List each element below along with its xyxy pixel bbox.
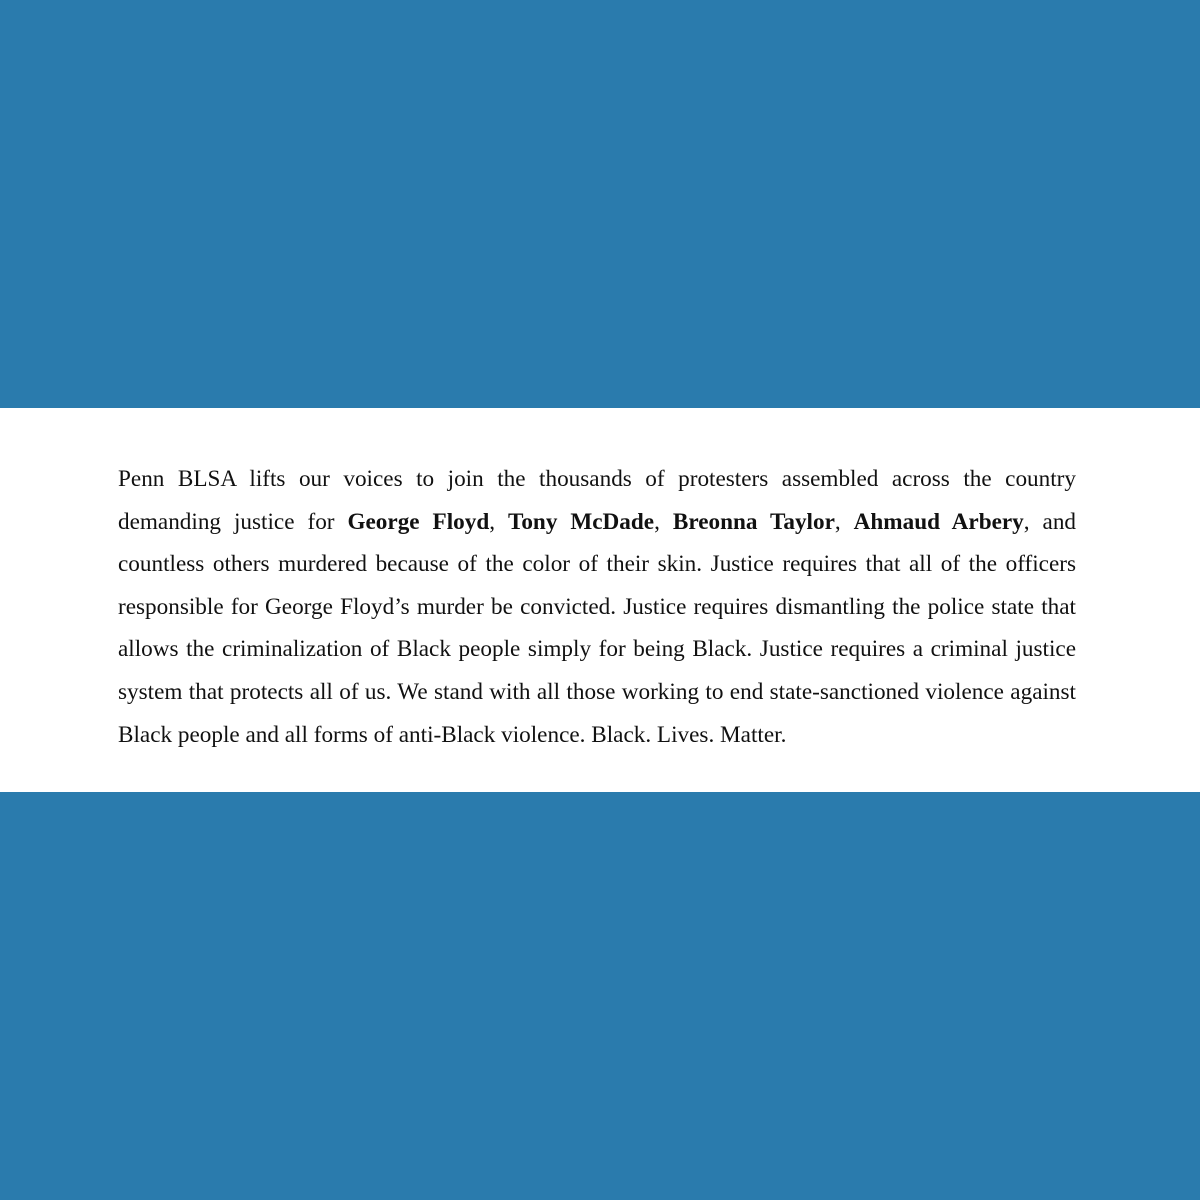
name-ahmaud-arbery: Ahmaud Arbery — [853, 508, 1024, 535]
statement-text — [118, 458, 1076, 756]
separator: , — [654, 508, 673, 535]
name-breonna-taylor: Breonna Taylor — [672, 508, 835, 535]
separator: , — [834, 508, 854, 535]
statement-body: , and countless others murdered because of the color of their skin. Justice requires that all of the officers responsible for George Floyd’s murder be convicted. Justice requires dismantling the police state that allows the criminalization of Black people simply for being Black. Justice requires a criminal justice system that protects all of us. We stand with all those working to end state-sanctioned violence against Black people and all forms of anti-Black violence. Black. Lives. Matter. — [118, 508, 1077, 748]
statement-intro: Penn BLSA lifts our voices to join the thousands of protesters assembled across the country demanding justice for — [118, 466, 1076, 535]
name-george-floyd: George Floyd — [347, 508, 490, 535]
bottom-blue-band — [0, 792, 1200, 1200]
name-tony-mcdade: Tony McDade — [508, 508, 655, 535]
separator: , — [489, 508, 508, 535]
top-blue-band — [0, 0, 1200, 408]
